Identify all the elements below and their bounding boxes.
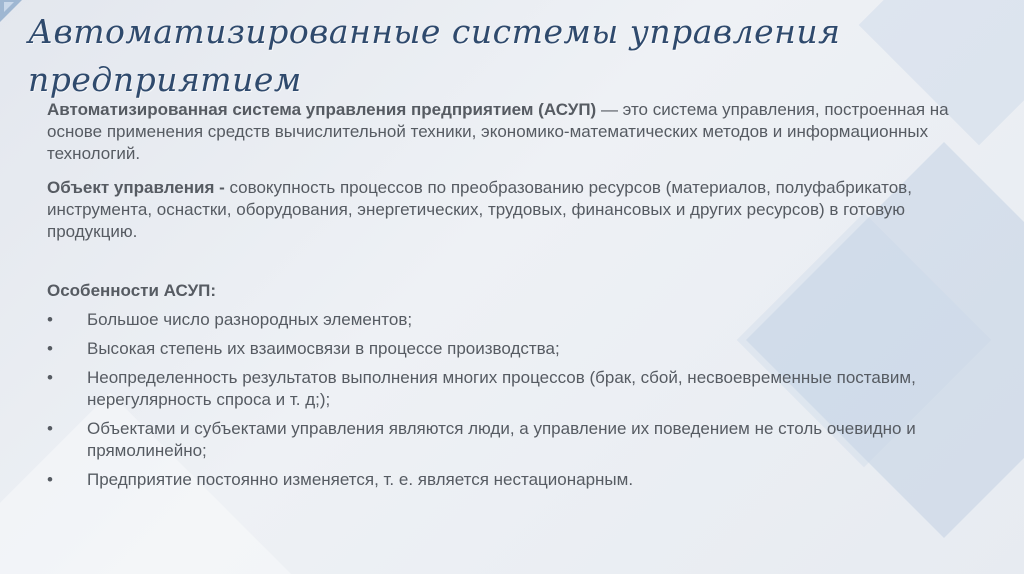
definition-text: — это система управления, построенная на основе применения средств вычислительной техники, экономико-математических методов и информационных технологий.: [47, 100, 949, 163]
object-term: Объект управления -: [47, 178, 225, 197]
bullet-icon: •: [47, 470, 53, 489]
list-item-text: Высокая степень их взаимосвязи в процессе производства;: [87, 339, 560, 358]
list-item: [47, 469, 977, 491]
features-heading: Особенности АСУП:: [47, 281, 217, 300]
bullet-icon: •: [47, 419, 53, 438]
list-item-text: Большое число разнородных элементов;: [87, 310, 413, 329]
list-item: [47, 367, 977, 411]
list-item-text: Предприятие постоянно изменяется, т. е. является нестационарным.: [87, 470, 634, 489]
list-item-text: Объектами и субъектами управления являются люди, а управление их поведением не столь очевидно и прямолинейно;: [87, 419, 916, 460]
list-item: [47, 418, 977, 462]
bullet-icon: •: [47, 368, 53, 387]
features-list: [47, 309, 977, 498]
object-paragraph: [47, 177, 977, 243]
definition-term: Автоматизированная система управления предприятием (АСУП): [47, 100, 597, 119]
list-item-text: Неопределенность результатов выполнения многих процессов (брак, сбой, несвоевременные поставим, нерегулярность спроса и т. д;);: [87, 368, 916, 409]
slide-title: Автоматизированные системы управления предприятием: [28, 12, 841, 99]
bullet-icon: •: [47, 339, 53, 358]
list-item: [47, 338, 977, 360]
object-text: совокупность процессов по преобразованию ресурсов (материалов, полуфабрикатов, инструмента, оснастки, оборудования, энергетических, трудовых, финансовых и других ресурсов) в готовую продукцию.: [47, 178, 912, 241]
corner-logo-icon: [0, 0, 22, 22]
bullet-icon: •: [47, 310, 53, 329]
definition-paragraph: [47, 99, 977, 165]
list-item: [47, 309, 977, 331]
